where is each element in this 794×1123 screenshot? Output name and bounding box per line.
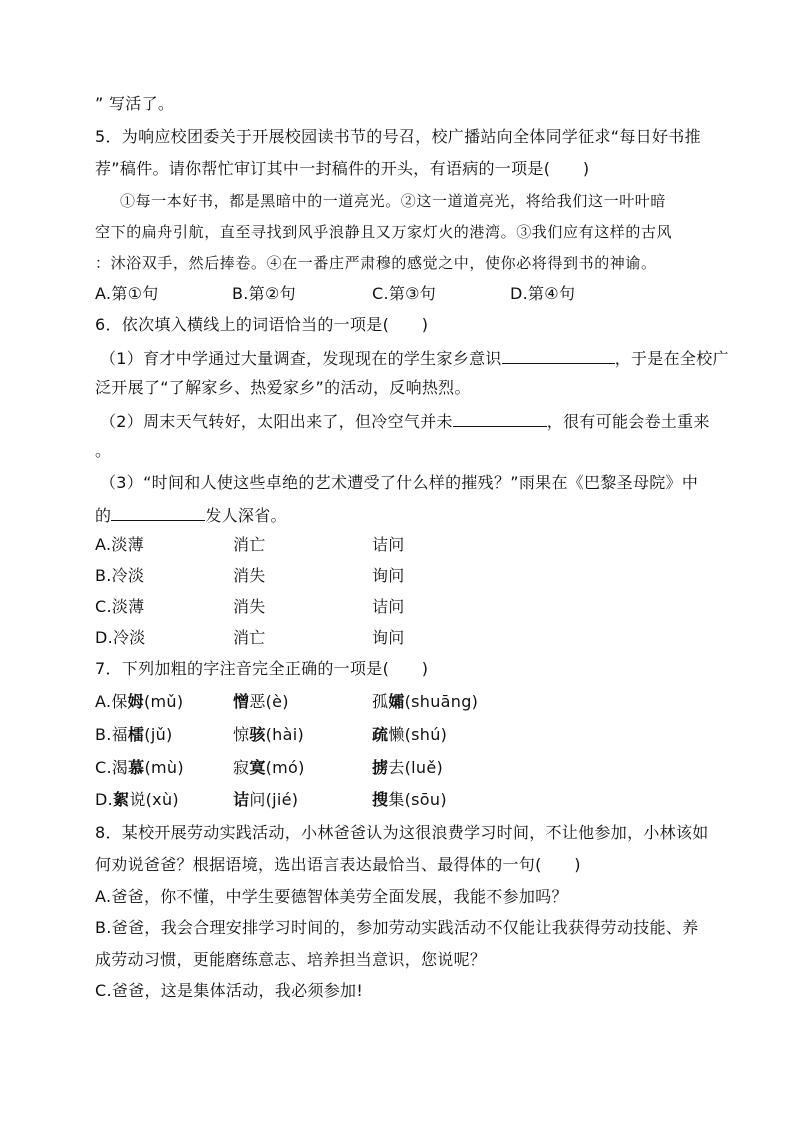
question-7-stem: 7．下列加粗的字注音完全正确的一项是( ) <box>95 659 429 678</box>
passage-line: 空下的扁舟引航，直至寻找到风乎浪静且又万家灯火的港湾。③我们应有这样的古风 <box>95 223 673 241</box>
sentence-2-cont: 。 <box>95 441 112 460</box>
document-page: ” 写活了。 5．为响应校团委关于开展校园读书节的号召，校广播站向全体同学征求“每日好书推 荐”稿件。请你帮忙审订其中一封稿件的开头，有语病的一项是( ) ①每一本好书，都是黑暗中的一道亮光。②这一道道亮光，将给我们这一叶叶暗 空下的扁舟引航，直至寻找到风乎浪静且又万家灯火的港湾。③我们应有这样的古风 ：沐浴双手，然后捧卷。④在一番庄严肃穆的感觉之中，使你必将得到书的神谕。 A.第①句 B.第②句 C.第③句 D.第④句 6．依次填入横线上的词语恰当的一项是( ) （1）育才中学通过大量调查，发现现在的学生家乡意识 ，于是在全校广 泛开展了“了解家乡、热爱家乡”的活动，反响热烈。 （2）周末天气转好，太阳出来了，但冷空气并未 ，很有可能会卷土重来 。 （3）“时间和人使这些卓绝的艺术遭受了什么样的摧残？”雨果在《巴黎圣母院》中 的 发人深省。 A.淡薄 消亡 诘问 B.冷淡 消失 询问 C.淡薄 消失 诘问 D.冷淡 消亡 询问 7．下列加粗的字注音完全正确的一项是( ) A.保姆(mǔ) 憎恶(è) 孤孀(shuāng) B.福檑(jǔ) 惊骇(hài) 疏懒(shú) C.渴慕(mù) 寂寞(mó) 掳去(luě) D.絮说(xù) 诘问(jié) 搜集(sōu) 8．某校开展劳动实践活动，小林爸爸认为这很浪费学习时间，不让他参加，小林该如 何劝说爸爸？根据语境，选出语言表达最恰当、最得体的一句( ) A.爸爸，你不懂，中学生要德智体美劳全面发展，我能不参加吗？ B.爸爸，我会合理安排学习时间的，参加劳动实践活动不仅能让我获得劳动技能、养 成劳动习惯，更能磨练意志、培养担当意识，您说呢？ C.爸爸，这是集体活动，我必须参加! <box>95 94 729 1000</box>
fill-blank <box>502 347 615 364</box>
text-line: ” 写活了。 <box>95 94 175 113</box>
question-8-option-a: A.爸爸，你不懂，中学生要德智体美劳全面发展，我能不参加吗？ <box>95 887 568 906</box>
option-b: B.第②句 <box>232 284 296 303</box>
question-8-stem: 何劝说爸爸？根据语境，选出语言表达最恰当、最得体的一句( ) <box>95 855 581 874</box>
question-8-option-c: C.爸爸，这是集体活动，我必须参加! <box>95 981 364 1000</box>
fill-blank <box>453 410 547 427</box>
question-8-option-b: B.爸爸，我会合理安排学习时间的，参加劳动实践活动不仅能让我获得劳动技能、养 <box>95 918 699 937</box>
option-c: C.第③句 <box>372 284 437 303</box>
question-8-option-b-cont: 成劳动习惯，更能磨练意志、培养担当意识，您说呢？ <box>95 950 487 969</box>
question-5-stem: 荐”稿件。请你帮忙审订其中一封稿件的开头，有语病的一项是( ) <box>95 159 590 178</box>
question-5-stem: 5．为响应校团委关于开展校园读书节的号召，校广播站向全体同学征求“每日好书推 <box>95 127 701 146</box>
sentence-2: （2）周末天气转好，太阳出来了，但冷空气并未 ，很有可能会卷土重来 <box>100 412 710 431</box>
passage-line: ：沐浴双手，然后捧卷。④在一番庄严肃穆的感觉之中，使你必将得到书的神谕。 <box>95 254 657 272</box>
sentence-1-cont: 泛开展了“了解家乡、热爱家乡”的活动，反响热烈。 <box>95 378 471 397</box>
sentence-3: （3）“时间和人使这些卓绝的艺术遭受了什么样的摧残？”雨果在《巴黎圣母院》中 <box>100 473 699 492</box>
fill-blank <box>111 504 205 521</box>
option-d: D.第④句 <box>510 284 576 303</box>
question-6-stem: 6．依次填入横线上的词语恰当的一项是( ) <box>95 315 429 334</box>
question-8-stem: 8．某校开展劳动实践活动，小林爸爸认为这很浪费学习时间，不让他参加，小林该如 <box>95 823 709 842</box>
option-a: A.第①句 <box>95 284 159 303</box>
sentence-3-cont: 的 发人深省。 <box>95 506 287 525</box>
passage-line: ①每一本好书，都是黑暗中的一道亮光。②这一道道亮光，将给我们这一叶叶暗 <box>120 192 667 210</box>
sentence-1: （1）育才中学通过大量调查，发现现在的学生家乡意识 ，于是在全校广 <box>100 349 729 368</box>
